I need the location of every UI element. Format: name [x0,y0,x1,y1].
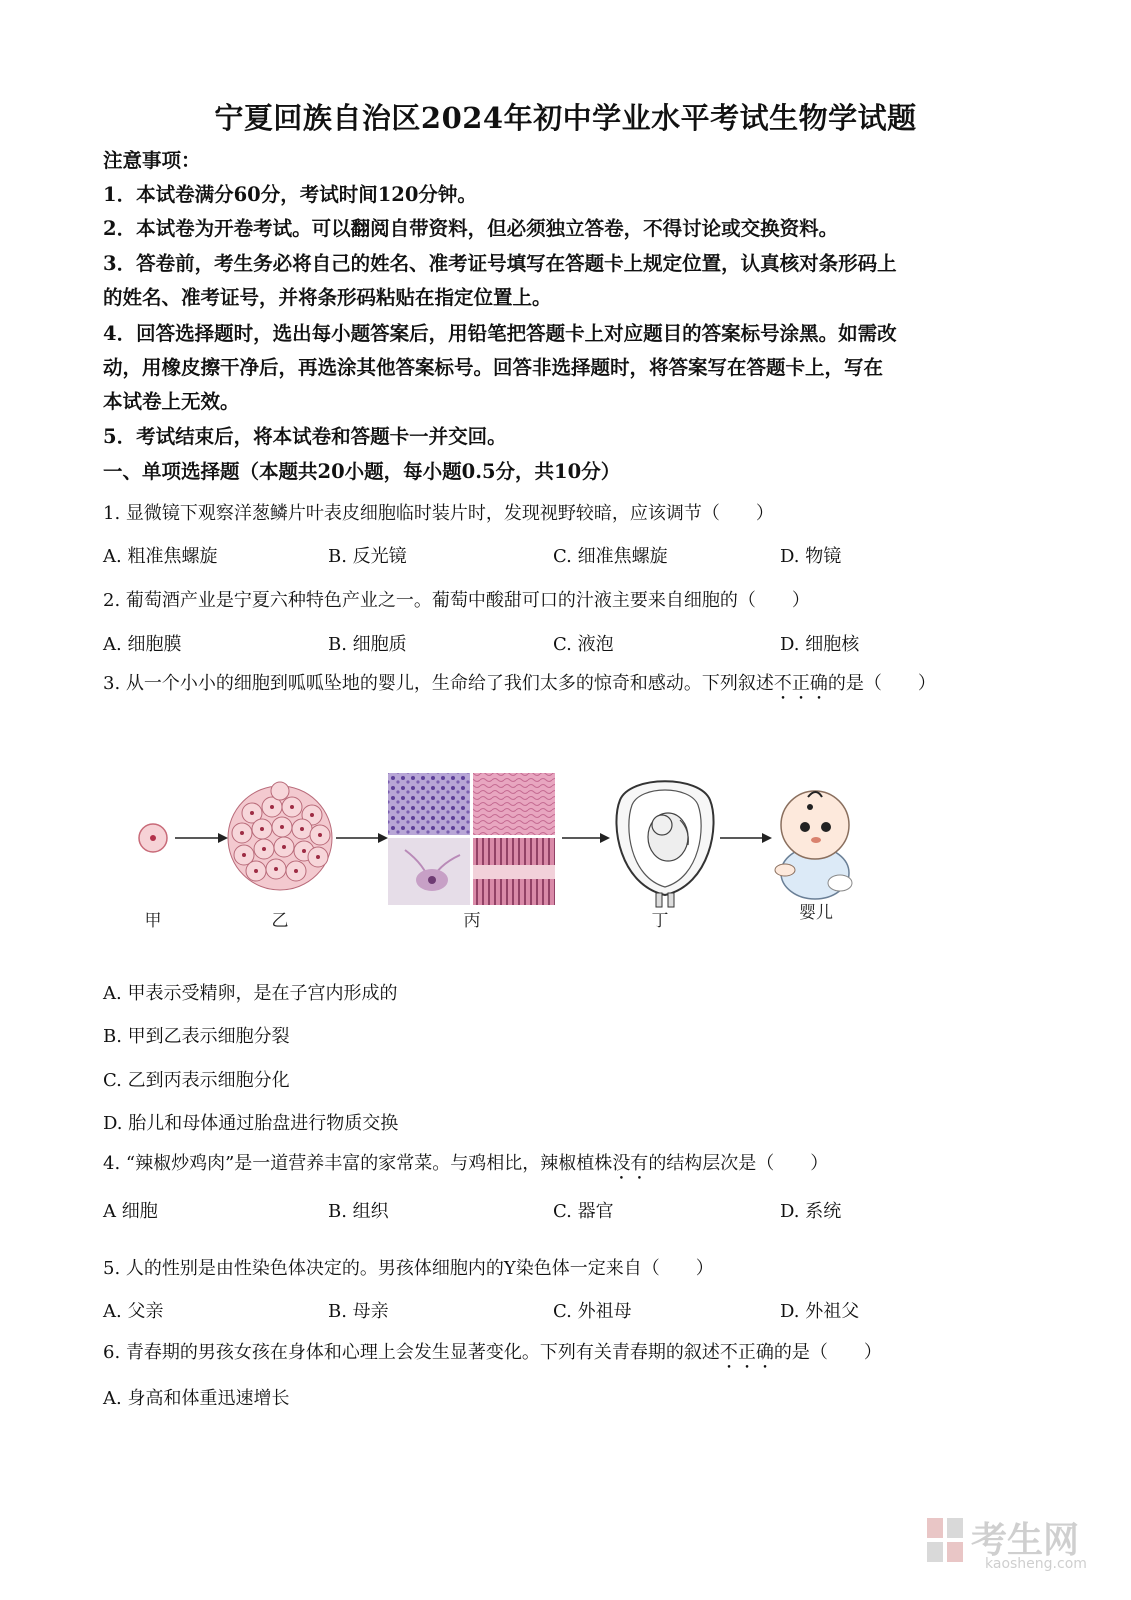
question-5-option-d: D. 外祖父 [780,1301,860,1322]
development-figure [120,765,880,940]
question-2-stem: 2. 葡萄酒产业是宁夏六种特色产业之一。葡萄中酸甜可口的汁液主要来自细胞的（ ） [103,590,810,611]
question-5-option-a: A. 父亲 [103,1301,164,1322]
watermark-url: kaosheng.com [985,1556,1087,1572]
question-1-stem: 1. 显微镜下观察洋葱鳞片叶表皮细胞临时装片时，发现视野较暗，应该调节（ ） [103,503,774,524]
question-3-stem-post: 的是（ ） [827,673,936,694]
notice-item: 2．本试卷为开卷考试。可以翻阅自带资料，但必须独立答卷，不得讨论或交换资料。 [103,217,839,240]
notice-item: 3．答卷前，考生务必将自己的姓名、准考证号填写在答题卡上规定位置，认真核对条形码上 [103,252,897,275]
question-3-stem [103,669,936,704]
baby-icon [775,791,852,899]
question-2-option-b: B. 细胞质 [328,634,407,655]
zygote-icon [139,824,167,852]
question-3-option-b: B. 甲到乙表示细胞分裂 [103,1026,290,1047]
question-2-option-a: A. 细胞膜 [103,634,182,655]
question-5-option-b: B. 母亲 [328,1301,389,1322]
question-4-stem-post: 的结构层次是（ ） [648,1153,829,1174]
notice-item: 4．回答选择题时，选出每小题答案后，用铅笔把答题卡上对应题目的答案标号涂黑。如需改 [103,322,897,345]
question-6-option-a: A. 身高和体重迅速增长 [103,1388,290,1409]
question-1-option-b: B. 反光镜 [328,546,407,567]
question-4-stem [103,1149,828,1184]
question-4-option-a: A 细胞 [103,1201,158,1222]
emphasized-text: 没有 [612,1153,649,1174]
emphasized-text: 不正确 [773,673,828,694]
watermark-brand: 考生网 [971,1520,1080,1561]
page-title: 宁夏回族自治区2024年初中学业水平考试生物学试题 [214,101,917,135]
question-2-option-d: D. 细胞核 [780,634,860,655]
question-4-option-d: D. 系统 [780,1201,842,1222]
fetus-in-uterus-icon [616,781,713,907]
question-3-option-c: C. 乙到丙表示细胞分化 [103,1070,290,1091]
notice-heading: 注意事项： [103,149,201,172]
section-heading: 一、单项选择题（本题共20小题，每小题0.5分，共10分） [103,460,621,483]
notice-item: 5．考试结束后，将本试卷和答题卡一并交回。 [103,425,507,448]
notice-item: 的姓名、准考证号，并将条形码粘贴在指定位置上。 [103,286,552,309]
question-6-stem [103,1338,882,1373]
question-6-stem-post: 的是（ ） [773,1342,882,1363]
notice-item: 本试卷上无效。 [103,390,240,413]
tissue-images-icon [388,773,555,905]
question-5-option-c: C. 外祖母 [553,1301,632,1322]
question-4-option-b: B. 组织 [328,1201,389,1222]
watermark-logo-icon [925,1516,965,1564]
notice-item: 1．本试卷满分60分，考试时间120分钟。 [103,183,477,206]
emphasized-text: 不正确 [719,1342,774,1363]
question-1-option-c: C. 细准焦螺旋 [553,546,668,567]
question-3-option-d: D. 胎儿和母体通过胎盘进行物质交换 [103,1113,399,1134]
watermark [925,1512,1105,1582]
question-4-option-c: C. 器官 [553,1201,614,1222]
question-4-stem-pre: 4. “辣椒炒鸡肉”是一道营养丰富的家常菜。与鸡相比，辣椒植株 [103,1153,613,1174]
figure-label-jia: 甲 [144,911,162,931]
question-1-option-a: A. 粗准焦螺旋 [103,546,218,567]
figure-label-bing: 丙 [463,911,481,931]
question-3-stem-pre: 3. 从一个小小的细胞到呱呱坠地的婴儿，生命给了我们太多的惊奇和感动。下列叙述 [103,673,774,694]
figure-label-baby: 婴儿 [799,903,833,923]
figure-label-yi: 乙 [271,911,289,931]
cell-cluster-icon [228,782,332,890]
question-2-option-c: C. 液泡 [553,634,614,655]
question-6-stem-pre: 6. 青春期的男孩女孩在身体和心理上会发生显著变化。下列有关青春期的叙述 [103,1342,720,1363]
question-5-stem: 5. 人的性别是由性染色体决定的。男孩体细胞内的Y染色体一定来自（ ） [103,1258,714,1279]
question-1-option-d: D. 物镜 [780,546,842,567]
question-3-option-a: A. 甲表示受精卵，是在子宫内形成的 [103,983,398,1004]
figure-label-ding: 丁 [651,911,669,931]
notice-item: 动，用橡皮擦干净后，再选涂其他答案标号。回答非选择题时，将答案写在答题卡上，写在 [103,356,884,379]
